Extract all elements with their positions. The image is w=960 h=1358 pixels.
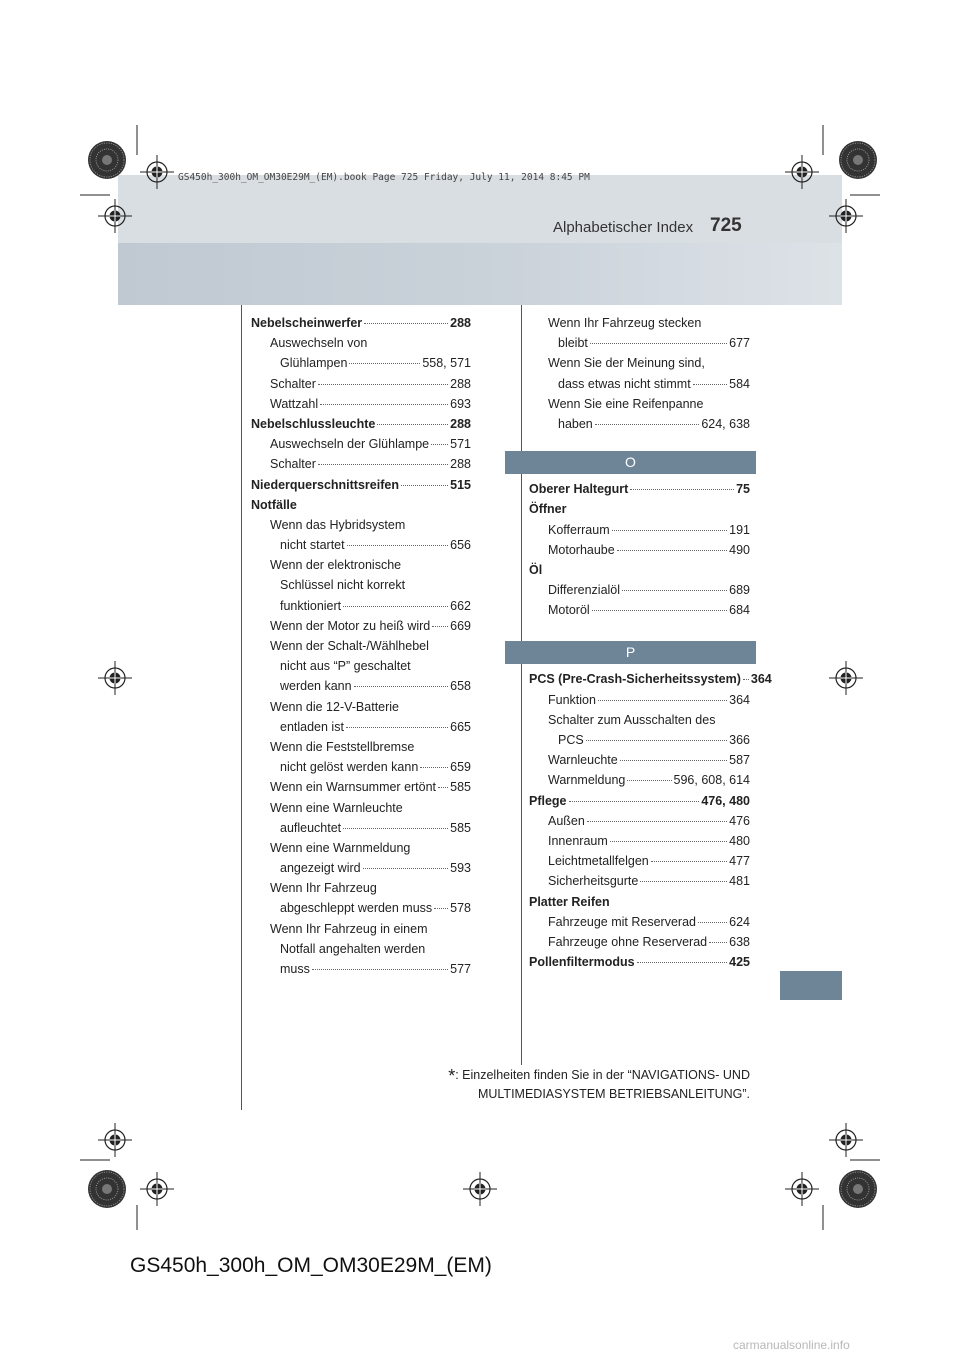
index-entry-label: PCS (Pre-Crash-Sicherheitssystem) (529, 672, 741, 687)
index-entry (251, 760, 471, 780)
index-entry-page: 191 (729, 522, 750, 537)
index-entry-page: 665 (450, 719, 471, 734)
index-entry-label: Wenn die Feststellbremse (270, 739, 415, 754)
leader-dots (343, 606, 448, 607)
index-entry (251, 841, 471, 861)
index-entry-page: 659 (450, 760, 471, 775)
index-entry (529, 915, 750, 935)
index-entry-page: 288 (450, 376, 471, 391)
leader-dots (347, 545, 449, 546)
leader-dots (587, 821, 727, 822)
index-entry-label: Differenzialöl (548, 583, 621, 598)
index-entry-label: werden kann (280, 679, 352, 694)
column-divider-line (521, 305, 522, 1065)
index-entry-label: Glühlampen (280, 356, 348, 371)
book-info: GS450h_300h_OM_OM30E29M_(EM).book Page 725 Friday, July 11, 2014 8:45 PM (178, 172, 590, 183)
leader-dots (693, 384, 727, 385)
section-header-o: O (505, 451, 756, 474)
index-entry (529, 753, 750, 773)
index-entry (251, 498, 471, 518)
leader-dots (620, 760, 727, 761)
index-entry (529, 316, 750, 336)
leader-dots (432, 626, 448, 627)
index-entry-label: Außen (548, 813, 585, 828)
index-entry-label: funktioniert (280, 598, 342, 613)
right-index-column (529, 316, 772, 975)
index-entry (251, 700, 471, 720)
index-entry (251, 801, 471, 821)
leader-dots (592, 610, 727, 611)
index-entry-label: Wenn die 12-V-Batterie (270, 699, 400, 714)
index-entry (251, 679, 471, 699)
index-entry-label: Auswechseln von (270, 336, 368, 351)
index-entry-label: Funktion (548, 692, 596, 707)
index-entry-label: Wenn der Motor zu heiß wird (270, 618, 431, 633)
section-p-entries (529, 672, 772, 975)
index-entry (529, 482, 750, 502)
index-entry (529, 713, 750, 733)
index-entry-label: Wenn Ihr Fahrzeug stecken (548, 316, 702, 330)
index-entry (251, 861, 471, 881)
index-entry-label: Nebelscheinwerfer (251, 316, 363, 330)
index-entry-page: 571 (450, 437, 471, 452)
index-entry (529, 955, 750, 975)
index-entry-page: 585 (450, 780, 471, 795)
index-entry (529, 895, 750, 915)
index-entry-label: Wenn das Hybridsystem (270, 517, 406, 532)
index-entry-page: 584 (729, 376, 750, 391)
leader-dots (320, 404, 448, 405)
thumb-index-tab (780, 971, 842, 1000)
index-entry (529, 733, 750, 753)
index-entry (529, 834, 750, 854)
index-entry-label: Schalter zum Ausschalten des (548, 712, 716, 727)
index-entry-page: 577 (450, 962, 471, 976)
leader-dots (354, 686, 449, 687)
index-entry (251, 538, 471, 558)
index-entry-label: Wenn ein Warnsummer ertönt (270, 780, 437, 795)
index-entry (251, 619, 471, 639)
index-entry-page: 669 (450, 618, 471, 633)
footnote (400, 1066, 750, 1103)
leader-dots (590, 343, 727, 344)
index-entry-page: 288 (450, 416, 471, 431)
index-entry-label: Motorhaube (548, 542, 615, 557)
wheel-mark-top-right (839, 141, 877, 179)
target-mark-8 (829, 1123, 863, 1157)
index-entry (251, 336, 471, 356)
index-entry-label: angezeigt wird (280, 861, 361, 876)
leader-dots (627, 780, 671, 781)
index-entry-label: nicht startet (280, 538, 345, 553)
index-entry (251, 457, 471, 477)
index-entry (251, 740, 471, 760)
index-entry (251, 901, 471, 921)
index-entry (251, 437, 471, 457)
index-entry (251, 599, 471, 619)
index-entry-page: 684 (729, 603, 750, 618)
index-entry (529, 397, 750, 417)
index-entry-page: 477 (729, 854, 750, 869)
document-code: GS450h_300h_OM_OM30E29M_(EM) (130, 1254, 492, 1277)
index-entry-label: Schlüssel nicht korrekt (280, 578, 406, 593)
index-entry (251, 356, 471, 376)
right-continuation-entries (529, 316, 750, 437)
target-mark-7 (98, 1123, 132, 1157)
index-entry-label: Wenn der Schalt-/Wählhebel (270, 639, 429, 653)
section-header-p: P (505, 641, 756, 664)
wheel-mark-bottom-right (839, 1170, 877, 1208)
index-entry (251, 821, 471, 841)
index-entry-page: 624, 638 (701, 416, 750, 431)
index-entry (529, 502, 750, 522)
target-mark-10 (463, 1172, 497, 1206)
index-entry (251, 397, 471, 417)
index-entry (529, 854, 750, 874)
index-entry-page: 624 (729, 914, 750, 929)
index-entry (251, 659, 471, 679)
wheel-mark-top-left (88, 141, 126, 179)
footnote-line-1: : Einzelheiten finden Sie in der “NAVIGATIONS- UND (455, 1068, 750, 1082)
index-entry (251, 417, 471, 437)
leader-dots (363, 868, 449, 869)
leader-dots (438, 787, 448, 788)
index-entry (251, 377, 471, 397)
leader-dots (617, 550, 727, 551)
index-entry (251, 578, 471, 598)
index-entry (529, 814, 750, 834)
index-entry-page: 288 (450, 457, 471, 472)
index-entry (529, 693, 750, 713)
index-entry-label: entladen ist (280, 719, 344, 734)
index-entry-page: 578 (450, 901, 471, 916)
leader-dots (318, 384, 448, 385)
leader-dots (377, 424, 448, 425)
index-entry-page: 288 (450, 316, 471, 330)
index-entry-page: 476 (729, 813, 750, 828)
index-entry (529, 563, 750, 583)
footnote-symbol: * (448, 1066, 456, 1086)
section-o-entries (529, 482, 750, 623)
index-entry (529, 377, 750, 397)
leader-dots (598, 700, 727, 701)
page-title: Alphabetischer Index (553, 219, 694, 236)
target-mark-11 (785, 1172, 819, 1206)
index-entry-page: 587 (729, 753, 750, 768)
index-entry-label: Sicherheitsgurte (548, 874, 639, 889)
index-entry (529, 874, 750, 894)
index-entry-label: Schalter (270, 457, 316, 472)
index-entry-label: Innenraum (548, 833, 608, 848)
index-entry-label: Schalter (270, 376, 316, 391)
index-entry-label: PCS (558, 733, 584, 747)
leader-dots (586, 740, 727, 741)
index-entry-page: 515 (450, 477, 471, 492)
leader-dots (569, 801, 700, 802)
index-entry (529, 356, 750, 376)
index-entry-label: Auswechseln der Glühlampe (270, 437, 430, 452)
wheel-mark-bottom-left (88, 1170, 126, 1208)
left-index-column (251, 316, 471, 982)
leader-dots (346, 727, 448, 728)
index-entry-label: Wenn Sie eine Reifenpanne (548, 396, 704, 411)
target-mark-5 (98, 661, 132, 695)
index-entry (251, 962, 471, 982)
index-entry (529, 672, 772, 692)
index-entry-page: 677 (729, 336, 750, 351)
index-entry (529, 603, 750, 623)
index-entry-label: Fahrzeuge mit Reserverad (548, 914, 696, 929)
index-entry (529, 583, 750, 603)
index-entry-label: Notfälle (251, 497, 297, 512)
index-entry-page: 366 (729, 733, 750, 747)
leader-dots (420, 767, 448, 768)
leader-dots (401, 485, 448, 486)
index-entry (251, 720, 471, 740)
index-entry-label: Wenn Ihr Fahrzeug in einem (270, 921, 428, 936)
footnote-line-2: MULTIMEDIASYSTEM BETRIEBSANLEITUNG”. (477, 1087, 750, 1101)
index-entry-label: Wenn eine Warnleuchte (270, 800, 403, 815)
leader-dots (698, 922, 727, 923)
index-entry-page: 481 (729, 874, 750, 889)
index-entry-label: aufleuchtet (280, 820, 342, 835)
index-entry (251, 558, 471, 578)
leader-dots (743, 679, 749, 680)
index-entry-page: 476, 480 (701, 793, 750, 808)
index-entry-page: 585 (450, 820, 471, 835)
index-entry (251, 518, 471, 538)
index-entry (529, 417, 750, 437)
leader-dots (612, 530, 728, 531)
index-entry-label: Wenn eine Warnmeldung (270, 840, 411, 855)
target-mark-6 (829, 661, 863, 695)
leader-dots (595, 424, 700, 425)
leader-dots (434, 908, 448, 909)
left-margin-line (241, 305, 242, 1110)
leader-dots (343, 828, 448, 829)
index-entry-label: Pflege (529, 793, 567, 808)
index-entry (251, 780, 471, 800)
index-entry-page: 689 (729, 583, 750, 598)
index-entry-label: Oberer Haltegurt (529, 482, 629, 497)
index-entry (529, 935, 750, 955)
index-entry-label: Wenn Ihr Fahrzeug (270, 881, 377, 896)
leader-dots (637, 962, 728, 963)
leader-dots (349, 363, 420, 364)
watermark: carmanualsonline.info (733, 1338, 850, 1352)
index-entry-page: 658 (450, 679, 471, 694)
index-entry-label: dass etwas nicht stimmt (558, 376, 691, 391)
index-entry-label: Notfall angehalten werden (280, 941, 426, 956)
leader-dots (622, 590, 727, 591)
index-entry-label: bleibt (558, 336, 588, 351)
index-entry-label: Warnmeldung (548, 773, 626, 788)
leader-dots (640, 881, 727, 882)
index-entry-label: haben (558, 416, 593, 431)
leader-dots (630, 489, 734, 490)
index-entry (251, 942, 471, 962)
index-entry-label: Öffner (529, 502, 567, 517)
header-gradient-strip (118, 243, 842, 305)
index-entry (251, 316, 471, 336)
index-entry (251, 881, 471, 901)
index-entry (529, 523, 750, 543)
leader-dots (364, 323, 448, 324)
index-entry (251, 922, 471, 942)
index-entry-page: 75 (736, 482, 750, 497)
index-entry-page: 364 (750, 672, 772, 687)
leader-dots (709, 942, 727, 943)
index-entry-label: abgeschleppt werden muss (280, 901, 433, 916)
index-entry (529, 336, 750, 356)
index-entry-label: Niederquerschnittsreifen (251, 477, 399, 492)
index-entry (251, 478, 471, 498)
index-entry-label: Wenn der elektronische (270, 558, 402, 573)
index-entry (529, 543, 750, 563)
leader-dots (318, 464, 448, 465)
leader-dots (610, 841, 727, 842)
leader-dots (651, 861, 727, 862)
index-entry-page: 490 (729, 542, 750, 557)
header-band (118, 175, 842, 305)
index-entry-page: 693 (450, 396, 471, 411)
index-entry-page: 596, 608, 614 (673, 773, 750, 788)
index-entry-label: nicht aus “P” geschaltet (280, 659, 411, 674)
index-entry-page: 638 (729, 934, 750, 949)
index-entry (529, 773, 750, 793)
index-entry-page: 425 (729, 955, 750, 970)
index-entry-label: Kofferraum (548, 522, 610, 537)
index-entry-label: Platter Reifen (529, 894, 610, 909)
index-entry-page: 662 (450, 598, 471, 613)
index-entry-label: nicht gelöst werden kann (280, 760, 419, 775)
index-entry (529, 794, 750, 814)
target-mark-9 (140, 1172, 174, 1206)
index-entry-label: muss (280, 962, 310, 976)
index-entry-label: Wattzahl (270, 396, 319, 411)
index-entry-label: Pollenfiltermodus (529, 955, 635, 970)
index-entry-label: Motoröl (548, 603, 590, 618)
page-number: 725 (710, 215, 742, 236)
leader-dots (312, 969, 448, 970)
index-entry-page: 593 (450, 861, 471, 876)
index-entry-page: 364 (729, 692, 750, 707)
index-entry-label: Nebelschlussleuchte (251, 416, 376, 431)
index-entry-label: Öl (529, 562, 543, 577)
index-entry-label: Fahrzeuge ohne Reserverad (548, 934, 708, 949)
index-entry-label: Leichtmetallfelgen (548, 854, 649, 869)
index-entry-label: Warnleuchte (548, 753, 618, 768)
index-entry-page: 480 (729, 833, 750, 848)
index-entry-page: 558, 571 (422, 356, 471, 371)
leader-dots (431, 444, 448, 445)
index-entry-page: 656 (450, 538, 471, 553)
index-entry (251, 639, 471, 659)
index-entry-label: Wenn Sie der Meinung sind, (548, 356, 705, 371)
